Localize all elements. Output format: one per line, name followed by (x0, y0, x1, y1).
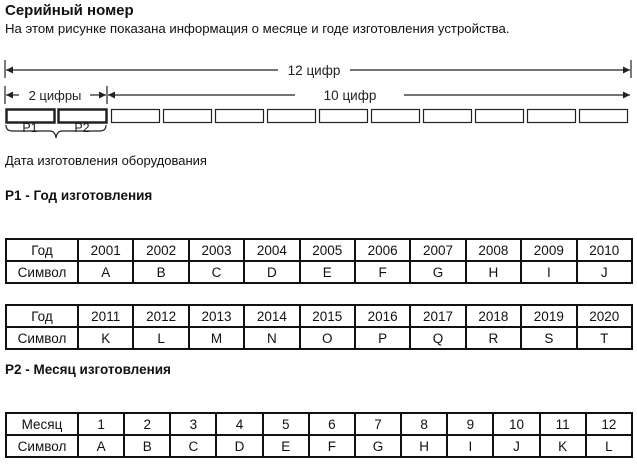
rest-span-label: 10 цифр (323, 88, 377, 103)
symbol-cell: K (78, 327, 133, 349)
row-header: Год (6, 305, 78, 327)
rest-span-arrow-left (108, 92, 115, 99)
symbol-cell: H (401, 435, 447, 457)
month-cell: 12 (586, 413, 632, 435)
year-cell: 2003 (189, 239, 244, 261)
year-cell: 2017 (410, 305, 465, 327)
year-cell: 2010 (577, 239, 632, 261)
row-header: Символ (6, 261, 78, 283)
month-cell: 2 (124, 413, 170, 435)
year-section-title: P1 - Год изготовления (5, 188, 153, 203)
digit-box (424, 110, 472, 123)
table-row (6, 435, 632, 457)
page-title: Серийный номер (5, 2, 134, 19)
symbol-cell: Q (410, 327, 465, 349)
month-cell: 9 (447, 413, 493, 435)
digit-box (476, 110, 524, 123)
year-cell: 2013 (189, 305, 244, 327)
symbol-cell: D (216, 435, 262, 457)
symbol-cell: L (133, 327, 188, 349)
symbol-cell: S (521, 327, 576, 349)
row-header: Месяц (6, 413, 78, 435)
symbol-cell: I (521, 261, 576, 283)
symbol-cell: P (355, 327, 410, 349)
prefix-span-arrow-left (6, 92, 13, 99)
p2-label: P2 (74, 121, 90, 135)
month-cell: 7 (355, 413, 401, 435)
year-cell: 2018 (466, 305, 521, 327)
year-cell: 2015 (300, 305, 355, 327)
year-cell: 2005 (300, 239, 355, 261)
symbol-cell: D (244, 261, 299, 283)
row-header: Год (6, 239, 78, 261)
row-header: Символ (6, 435, 78, 457)
symbol-cell: B (124, 435, 170, 457)
digit-boxes (7, 110, 628, 123)
month-cell: 1 (78, 413, 124, 435)
symbol-cell: H (466, 261, 521, 283)
total-span-arrow-left (6, 67, 13, 74)
symbol-cell: N (244, 327, 299, 349)
month-cell: 10 (493, 413, 539, 435)
month-cell: 4 (216, 413, 262, 435)
digit-box (216, 110, 264, 123)
month-cell: 5 (263, 413, 309, 435)
symbol-cell: I (447, 435, 493, 457)
year-cell: 2011 (78, 305, 133, 327)
prefix-span-arrow-right (99, 92, 106, 99)
prefix-span-label: 2 цифры (28, 88, 82, 103)
digit-box (164, 110, 212, 123)
symbol-cell: T (577, 327, 632, 349)
month-cell: 11 (540, 413, 586, 435)
symbol-cell: M (189, 327, 244, 349)
serial-number-diagram (0, 0, 637, 152)
year-cell: 2002 (133, 239, 188, 261)
symbol-cell: A (78, 261, 133, 283)
year-cell: 2019 (521, 305, 576, 327)
symbol-cell: B (133, 261, 188, 283)
digit-box (528, 110, 576, 123)
symbol-cell: C (189, 261, 244, 283)
year-cell: 2009 (521, 239, 576, 261)
symbol-cell: G (355, 435, 401, 457)
symbol-cell: J (577, 261, 632, 283)
year-cell: 2007 (410, 239, 465, 261)
symbol-cell: E (300, 261, 355, 283)
table-row (6, 327, 632, 349)
symbol-cell: R (466, 327, 521, 349)
row-header: Символ (6, 327, 78, 349)
month-cell: 3 (170, 413, 216, 435)
year-cell: 2001 (78, 239, 133, 261)
symbol-cell: A (78, 435, 124, 457)
year-cell: 2016 (355, 305, 410, 327)
year-cell: 2008 (466, 239, 521, 261)
total-span-label: 12 цифр (287, 63, 341, 78)
month-cell: 6 (309, 413, 355, 435)
symbol-cell: F (355, 261, 410, 283)
digit-box (320, 110, 368, 123)
digit-box (580, 110, 628, 123)
year-cell: 2006 (355, 239, 410, 261)
symbol-cell: F (309, 435, 355, 457)
digit-box (268, 110, 316, 123)
p1-p2-brace (6, 125, 106, 138)
year-cell: 2004 (244, 239, 299, 261)
year-table-2 (5, 304, 633, 350)
symbol-cell: C (170, 435, 216, 457)
digit-box (112, 110, 160, 123)
table-row (6, 239, 632, 261)
table-row (6, 305, 632, 327)
month-section-title: P2 - Месяц изготовления (5, 362, 171, 377)
year-table-1 (5, 238, 633, 284)
symbol-cell: E (263, 435, 309, 457)
total-span-arrow-right (623, 67, 630, 74)
symbol-cell: O (300, 327, 355, 349)
table-row (6, 261, 632, 283)
symbol-cell: G (410, 261, 465, 283)
digit-box (372, 110, 420, 123)
rest-span-arrow-right (623, 92, 630, 99)
year-cell: 2014 (244, 305, 299, 327)
month-cell: 8 (401, 413, 447, 435)
symbol-cell: L (586, 435, 632, 457)
symbol-cell: K (540, 435, 586, 457)
page-description: На этом рисунке показана информация о месяце и годе изготовления устройства. (5, 21, 510, 36)
year-cell: 2012 (133, 305, 188, 327)
month-table (5, 412, 633, 458)
symbol-cell: J (493, 435, 539, 457)
p1-label: P1 (22, 121, 38, 135)
table-row (6, 413, 632, 435)
diagram-caption: Дата изготовления оборудования (5, 153, 207, 168)
year-cell: 2020 (577, 305, 632, 327)
